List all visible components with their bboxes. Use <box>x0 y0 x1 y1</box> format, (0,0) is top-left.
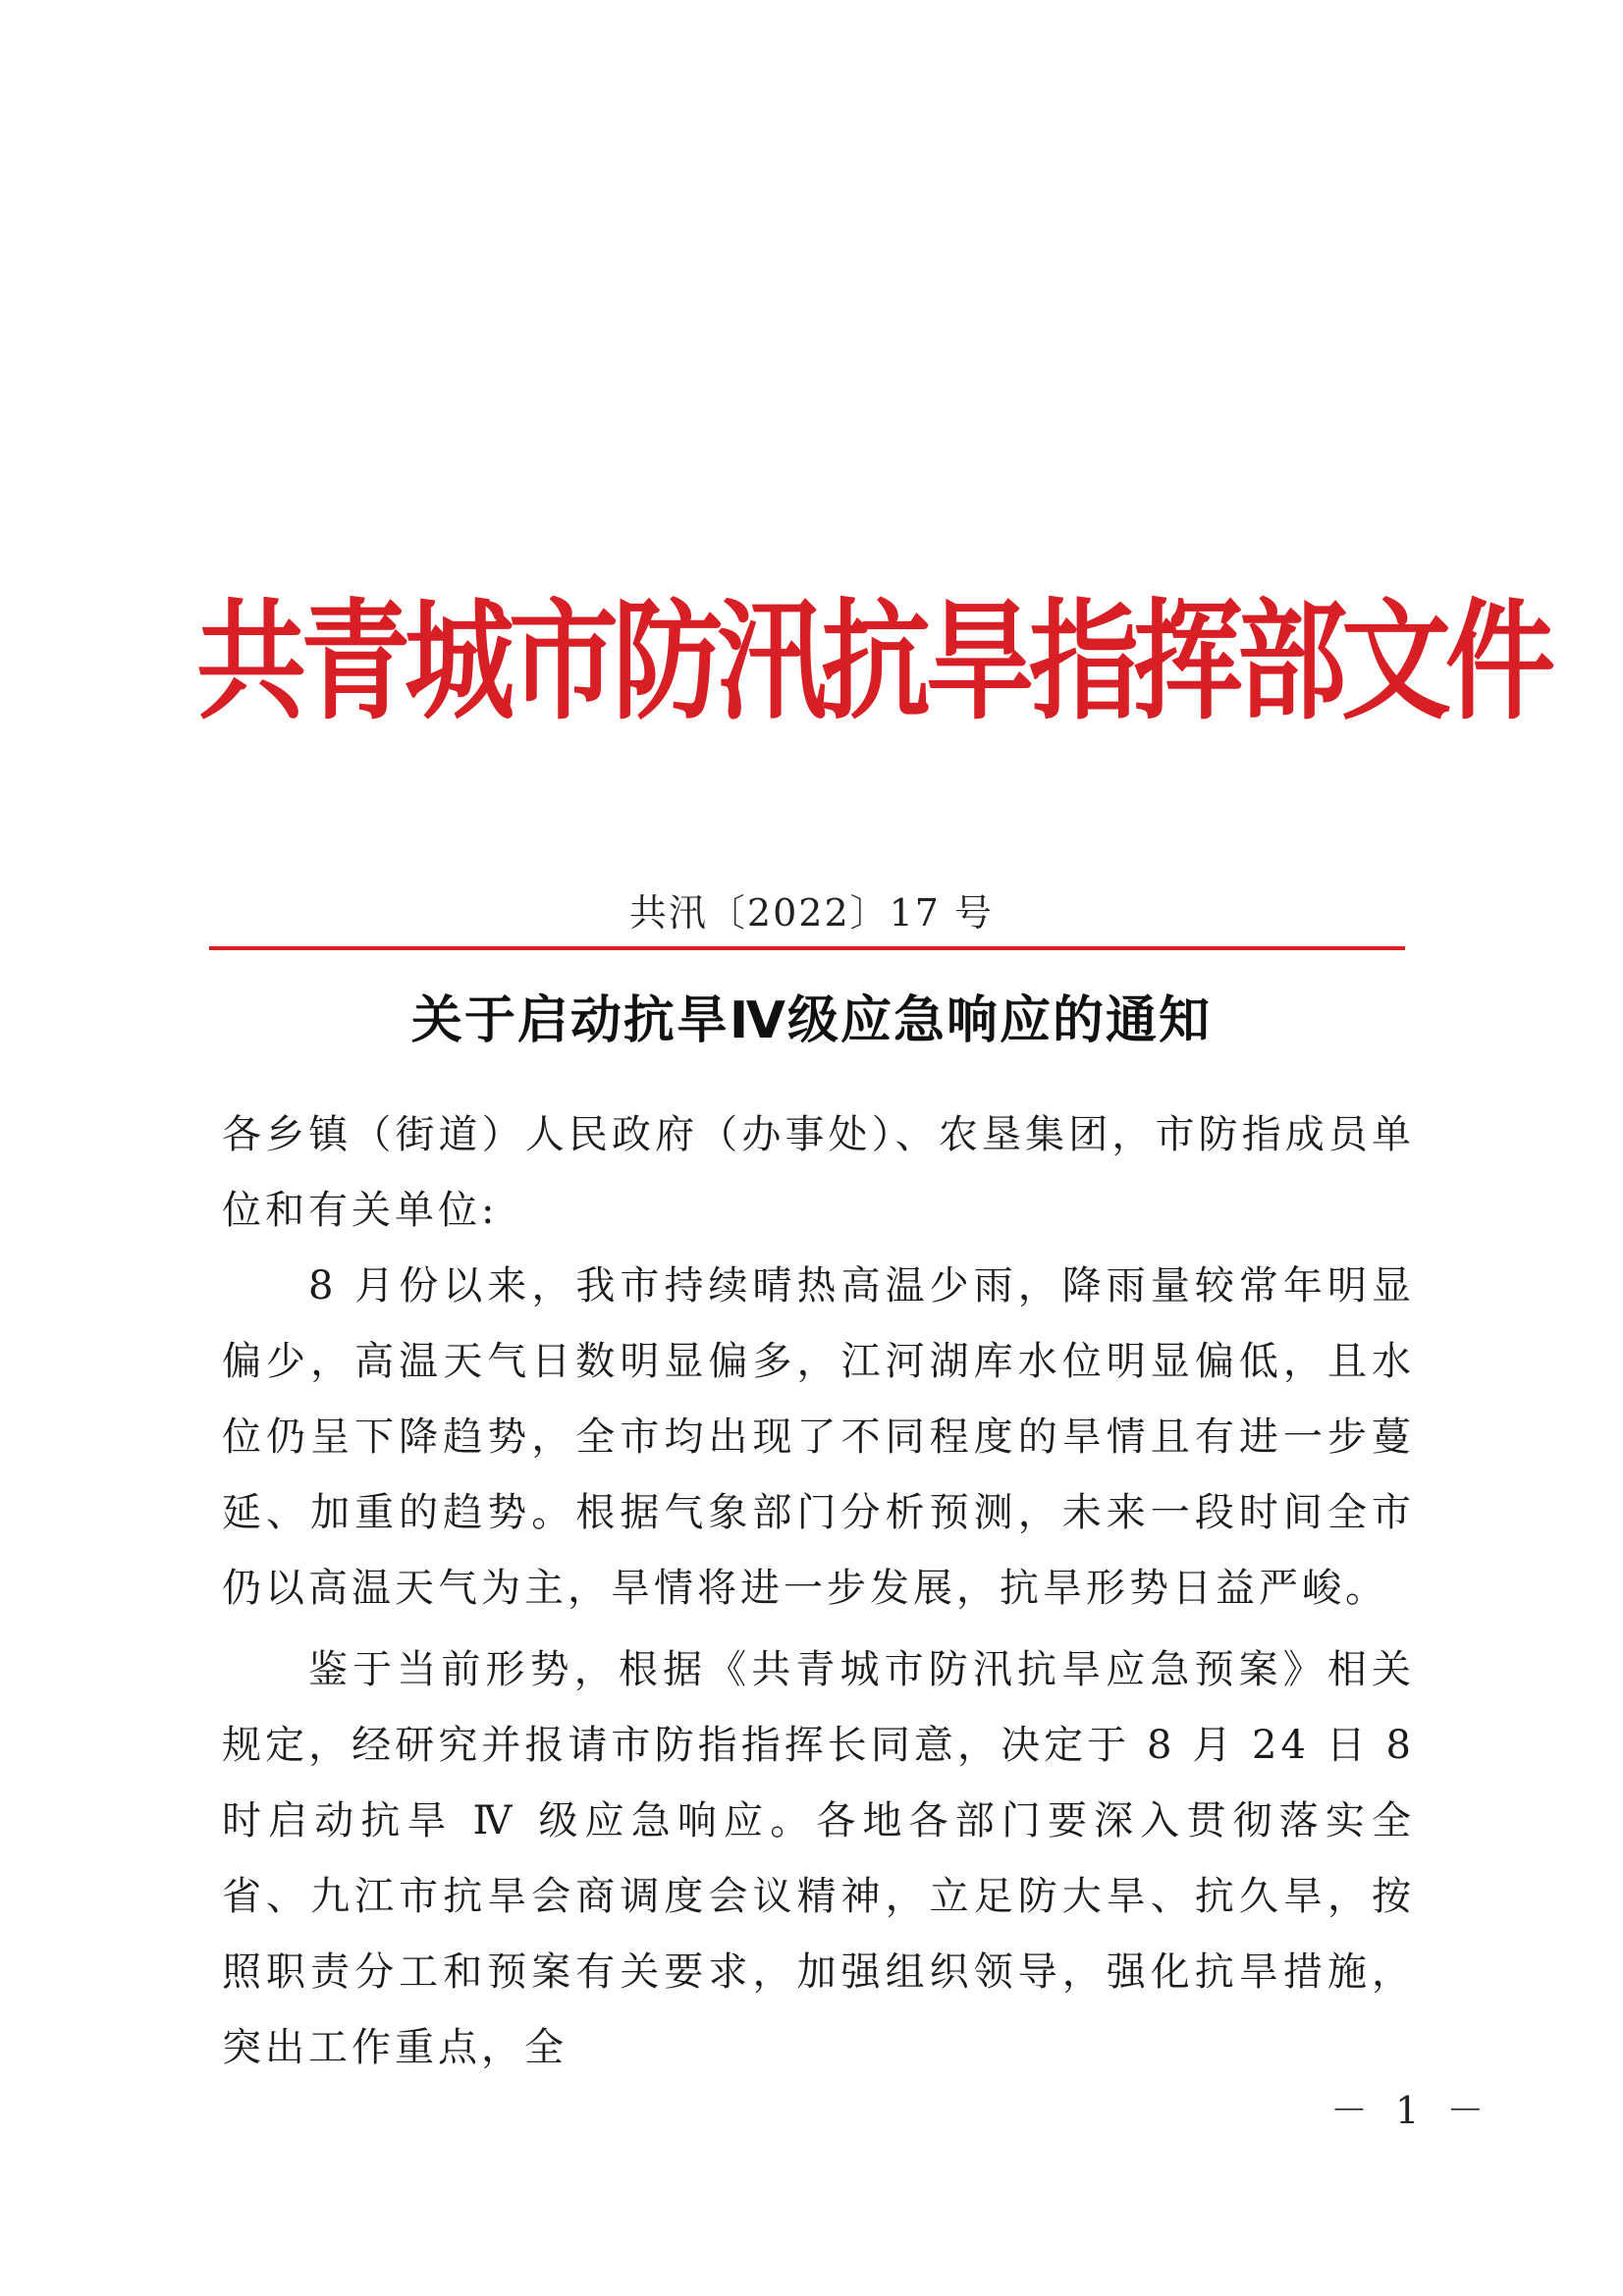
document-number: 共汛〔2022〕17 号 <box>628 891 995 934</box>
salutation: 各乡镇（街道）人民政府（办事处）、农垦集团，市防指成员单位和有关单位: <box>222 1112 1415 1233</box>
document-body <box>222 1097 1415 2086</box>
body-paragraph-1: 8 月份以来，我市持续晴热高温少雨，降雨量较常年明显偏少，高温天气日数明显偏多，江河湖库水位明显偏低，且水位仍呈下降趋势，全市均出现了不同程度的旱情且有进一步蔓延、加重的趋势。根据气象部门分析预测，未来一段时间全市仍以高温天气为主，旱情将进一步发展，抗旱形势日益严峻。 <box>222 1263 1415 1611</box>
page-number: － 1 － <box>1330 2089 1492 2132</box>
issuing-authority-header: 共青城市防汛抗旱指挥部文件 <box>196 587 1549 738</box>
red-divider-line <box>209 946 1405 950</box>
notice-title: 关于启动抗旱Ⅳ级应急响应的通知 <box>410 991 1213 1050</box>
body-paragraph-2: 鉴于当前形势，根据《共青城市防汛抗旱应急预案》相关规定，经研究并报请市防指指挥长同意，决定于 8 月 24 日 8 时启动抗旱 Ⅳ 级应急响应。各地各部门要深入贯彻落实全省、九江市抗旱会商调度会议精神，立足防大旱、抗久旱，按照职责分工和预案有关要求，加强组织领导，强化抗旱措施，突出工作重点，全 <box>222 1647 1415 2070</box>
